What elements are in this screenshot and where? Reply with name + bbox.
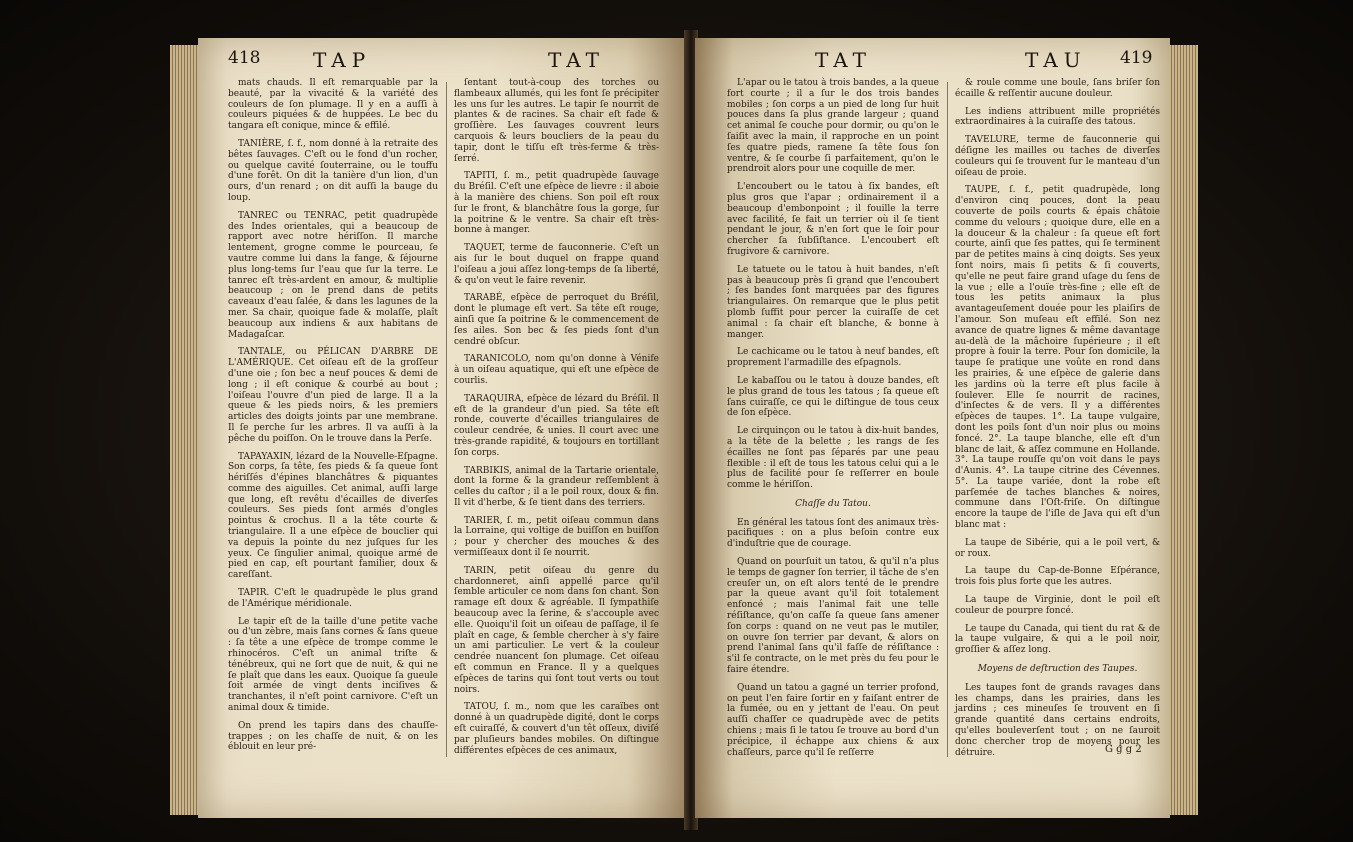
paragraph: TARIN, petit oiſeau du genre du chardonneret, ainſi appellé parce qu'il ſemble articuler ce nom dans ſon chant. Son ramage eſt doux & agréable. Il ſympathiſe beaucoup avec la ſerine, & s'accouple avec elle. Quoiqu'il ſoit un oiſeau de paſſage, il ſe plaît en cage, & ſemble chercher à s'y faire un ami particulier. Le vert & la couleur cendrée nuancent ſon plumage. Cet oiſeau eſt commun en France. Il y a quelques eſpèces de tarins qui ſont tout verts ou tout noirs. [454, 565, 659, 695]
paragraph: Les indiens attribuent mille propriétés extraordinaires à la cuiraſſe des tatous. [955, 106, 1160, 128]
paragraph: TAPITI, ſ. m., petit quadrupède ſauvage du Bréſil. C'eſt une eſpèce de lievre : il aboie à la manière des chiens. Son poil eſt roux ſur le front, & blanchâtre ſous la gorge, ſur la poitrine & le ventre. Sa chair eſt très-bonne à manger. [454, 171, 659, 236]
column-rule [446, 82, 447, 757]
left-column-1 [228, 78, 438, 760]
paragraph: L'encoubert ou le tatou à ſix bandes, eſt plus gros que l'apar ; ordinairement il a beaucoup d'embonpoint ; il fouille la terre avec facilité, ſe fait un terrier où il ſe tient pendant le jour, & n'en ſort que le ſoir pour chercher ſa ſubſiſtance. L'encoubert eſt frugivore & carnivore. [727, 182, 939, 257]
paragraph: Le tapir eſt de la taille d'une petite vache ou d'un zèbre, mais ſans cornes & ſans queue : ſa tête a une eſpèce de trompe comme le rhinocéros. C'eſt un animal triſte & ténébreux, qui ne ſort que de nuit, & qui ne ſe plaît que dans les eaux. Quoique ſa gueule ſoit armée de vingt dents inciſives & tranchantes, il n'eſt point carnivore. C'eſt un animal doux & timide. [228, 616, 438, 714]
signature-mark: G g g 2 [1105, 744, 1142, 755]
right-page-edges [1168, 45, 1198, 815]
paragraph: Le cirquinçon ou le tatou à dix-huit bandes, a la tête de la belette ; les rangs de ſes écailles ne ſont pas ſéparés par une peau flexible : il eſt de tous les tatous celui qui a le plus de facilité pour ſe reſſerrer en boule comme le hériſſon. [727, 426, 939, 491]
right-column-2 [955, 78, 1160, 765]
paragraph: Quand on pourſuit un tatou, & qu'il n'a plus le temps de gagner ſon terrier, il tâche de s'en creuſer un, on eſt alors tenté de le prendre par la queue avant qu'il ſoit totalement enfoncé ; mais l'animal fait une telle réſiſtance, qu'on caſſe ſa queue ſans amener ſon corps : quand on ne veut pas le mutiler, on ouvre ſon terrier par devant, & alors on prend l'animal ſans qu'il faſſe de réſiſtance : s'il ſe contracte, on le met près du feu pour le faire étendre. [727, 557, 939, 676]
paragraph: Le tatuete ou le tatou à huit bandes, n'eſt pas à beaucoup près ſi grand que l'encoubert ; ſes bandes ſont marquées par des figures triangulaires. On remarque que le plus petit plomb ſuffit pour percer la cuiraſſe de cet animal : ſa chair eſt blanche, & bonne à manger. [727, 264, 939, 340]
paragraph: La taupe du Cap-de-Bonne Eſpérance, trois fois plus forte que les autres. [955, 566, 1160, 588]
paragraph: TANREC ou TENRAC, petit quadrupède des Indes orientales, qui a beaucoup de rapport avec notre hériſſon. Il marche lentement, grogne comme le pourceau, ſe vautre comme lui dans la fange, & ſéjourne plus long-tems ſur l'eau que ſur la terre. Le tanrec eſt très-ardent en amour, & multiplie beaucoup ; on le prend dans de petits caveaux d'eau ſalée, & dans les lagunes de la mer. Sa chair, quoique fade & molaſſe, plaît beaucoup aux indiens & aux habitans de Madagaſcar. [228, 210, 438, 340]
column-rule [947, 82, 948, 757]
paragraph: Le kabaſſou ou le tatou à douze bandes, eſt le plus grand de tous les tatous ; ſa queue eſt ſans cuiraſſe, ce qui le diſtingue de tous ceux de ſon eſpèce. [727, 375, 939, 419]
paragraph: Le taupe du Canada, qui tient du rat & de la taupe vulgaire, & qui a le poil noir, groſſier & aſſez long. [955, 623, 1160, 656]
left-headword-2: TAT [548, 48, 605, 72]
paragraph: TANIÈRE, ſ. f., nom donné à la retraite des bêtes ſauvages. C'eſt ou le fond d'un rocher, ou quelque cavité ſouterraine, ou le touffu d'une forêt. On dit la tanière d'un lion, d'un ours, d'un renard ; on dit auſſi la bauge du loup. [228, 138, 438, 203]
left-page-edges [170, 45, 200, 815]
right-headword-2: TAU [1025, 48, 1087, 72]
paragraph: TAQUET, terme de fauconnerie. C'eſt un ais ſur le bout duquel on frappe quand l'oiſeau a joui aſſez long-temps de ſa liberté, & qu'on veut le faire revenir. [454, 243, 659, 286]
paragraph: TAPIR. C'eſt le quadrupède le plus grand de l'Amérique méridionale. [228, 588, 438, 609]
paragraph: L'apar ou le tatou à trois bandes, a la queue fort courte ; il a ſur le dos trois bandes mobiles ; ſon corps a un pied de long ſur huit pouces dans ſa plus grande largeur ; quand cet animal ſe couche pour dormir, ou qu'on le ſaiſit avec la main, il rapproche en un point ſes quatre pieds, ramene ſa tête ſous ſon ventre, & ſe courbe ſi parfaitement, qu'on le prendroit alors pour une coquille de mer. [727, 78, 939, 175]
paragraph: TAPAYAXIN, lézard de la Nouvelle-Eſpagne. Son corps, ſa tête, ſes pieds & ſa queue ſont hériſſés d'épines blanchâtres & piquantes comme des aiguilles. Cet animal, auſſi large que long, eſt revêtu d'écailles de diverſes couleurs. Ses pieds ſont armés d'ongles pointus & crochus. Il a la tête courte & triangulaire. Il a une eſpèce de bouclier qui va depuis la pointe du nez juſques ſur les yeux. Ce ſingulier animal, quoique armé de pied en cap, eſt pourtant familier, doux & careſſant. [228, 451, 438, 581]
right-column-1 [727, 78, 939, 765]
right-page [695, 38, 1170, 818]
left-column-2 [454, 78, 659, 763]
paragraph: TANTALE, ou PÉLICAN D'ARBRE DE L'AMÉRIQUE. Cet oiſeau eſt de la groſſeur d'une oie ; ſon bec a neuf pouces & demi de long ; il eſt conique & courbé au bout ; l'oiſeau l'ouvre d'un pied de large. Il a la queue & les pieds noirs, & les premiers articles des doigts joints par une membrane. Il ſe perche ſur les arbres. Il va auſſi à la pêche du poiſſon. On le trouve dans la Perſe. [228, 347, 438, 444]
right-page-number: 419 [1120, 48, 1153, 68]
left-page-number: 418 [228, 48, 261, 68]
paragraph: TAUPE, ſ. f., petit quadrupède, long d'environ cinq pouces, dont la peau couverte de poils courts & épais châtoie comme du velours ; quoique dure, elle en a la douceur & la chaleur : ſa queue eſt fort courte, ainſi que ſes pattes, qui ſe terminent par de petites mains à cinq doigts. Ses yeux ſont noirs, mais ſi petits & ſi couverts, qu'elle ne peut faire grand uſage du ſens de la vue ; elle a l'ouïe très-fine ; elle eſt de tous les petits animaux la plus avantageuſement douée pour les plaiſirs de l'amour. Son muſeau eſt effilé. Son nez avance de quatre lignes & même davantage au-delà de la mâchoire ſupérieure ; il eſt propre à fouir la terre. Pour ſon domicile, la taupe ſe pratique une voûte en rond dans les prairies, & une eſpèce de galerie dans les jardins où la terre eſt plus facile à ſoulever. Elle ſe nourrit de racines, d'inſectes & de vers. Il y a différentes eſpèces de taupes. 1°. La taupe vulgaire, dont les poils ſont d'un noir plus ou moins foncé. 2°. La taupe blanche, elle eſt d'un blanc de lait, & aſſez commune en Hollande. 3°. La taupe rouſſe qu'on voit dans le pays d'Aunis. 4°. La taupe citrine des Cévennes. 5°. La taupe variée, dont la robe eſt parſemée de taches blanches & noires, commune dans l'Oſt-friſe. On diſtingue encore la taupe de l'iſle de Java qui eſt d'un blanc mat : [955, 185, 1160, 531]
paragraph: TAVELURE, terme de fauconnerie qui déſigne les mailles ou taches de diverſes couleurs qui ſe trouvent ſur le manteau d'un oiſeau de proie. [955, 135, 1160, 178]
paragraph: TARBIKIS, animal de la Tartarie orientale, dont la forme & la grandeur reſſemblent à celles du caſtor ; il a le poil roux, doux & fin. Il vit d'herbe, & ſe tient dans des terriers. [454, 465, 659, 508]
paragraph: En général les tatous ſont des animaux très-pacifiques : on a plus beſoin contre eux d'induſtrie que de courage. [727, 517, 939, 550]
paragraph: Les taupes font de grands ravages dans les champs, dans les prairies, dans les jardins ; ces mineuſes ſe trouvent en ſi grande quantité dans certains endroits, qu'elles bouleverſent tout ; on ne ſauroit donc chercher trop de moyens pour les détruire. [955, 682, 1160, 758]
paragraph: ſentant tout-à-coup des torches ou flambeaux allumés, qui les font ſe précipiter les uns ſur les autres. Le tapir ſe nourrit de plantes & de racines. Sa chair eſt fade & groſſière. Les ſauvages couvrent leurs carquois & leurs boucliers de la peau du tapir, dont le tiſſu eſt très-ferme & très-ſerré. [454, 78, 659, 164]
paragraph: TARABÉ, eſpèce de perroquet du Bréſil, dont le plumage eſt vert. Sa tête eſt rouge, ainſi que ſa poitrine & le commencement de ſes ailes. Son bec & ſes pieds ſont d'un cendré obſcur. [454, 293, 659, 347]
paragraph: mats chauds. Il eſt remarquable par la beauté, par la vivacité & la variété des couleurs de ſon plumage. Il y en a auſſi à couleurs piquées & de huppées. Le bec du tangara eſt conique, mince & effilé. [228, 78, 438, 132]
paragraph: Quand un tatou a gagné un terrier profond, on peut l'en faire ſortir en y faiſant entrer de la fumée, ou en y jettant de l'eau. On peut auſſi chaſſer ce quadrupède avec de petits chiens ; mais ſi le tatou ſe trouve au bord d'un précipice, il échappe aux chiens & aux chaſſeurs, parce qu'il ſe reſſerre [727, 682, 939, 758]
paragraph: On prend les tapirs dans des chauſſe-trappes ; on les chaſſe de nuit, & on les éblouit en leur pré- [228, 720, 438, 753]
paragraph: TATOU, ſ. m., nom que les caraïbes ont donné à un quadrupède digité, dont le corps eſt cuiraſſé, & couvert d'un têt oſſeux, diviſé par pluſieurs bandes mobiles. On diſtingue différentes eſpèces de ces animaux, [454, 702, 659, 756]
left-page [198, 38, 686, 818]
paragraph: TARAQUIRA, eſpèce de lézard du Bréſil. Il eſt de la grandeur d'un pied. Sa tête eſt ronde, couverte d'écailles triangulaires de couleur cendrée, & unies. Il court avec une très-grande rapidité, & toujours en tortillant ſon corps. [454, 393, 659, 458]
paragraph: TARANICOLO, nom qu'on donne à Vénife à un oiſeau aquatique, qui eſt une eſpèce de courlis. [454, 354, 659, 386]
paragraph: & roule comme une boule, ſans briſer ſon écaille & reſſentir aucune douleur. [955, 78, 1160, 99]
paragraph: TARIER, ſ. m., petit oiſeau commun dans la Lorraine, qui voltige de buiſſon en buiſſon ; pour y chercher des mouches & des vermiſſeaux dont il ſe nourrit. [454, 515, 659, 559]
paragraph: Le cachicame ou le tatou à neuf bandes, eſt proprement l'armadille des eſpagnols. [727, 347, 939, 369]
left-headword-1: TAP [313, 48, 372, 72]
section-heading: Moyens de deſtruction des Taupes. [977, 664, 1138, 675]
section-heading: Chaſſe du Tatou. [795, 498, 871, 509]
paragraph: La taupe de Sibérie, qui a le poil vert, & or roux. [955, 537, 1160, 559]
right-headword-1: TAT [815, 48, 872, 72]
paragraph: La taupe de Virginie, dont le poil eſt couleur de pourpre foncé. [955, 595, 1160, 616]
